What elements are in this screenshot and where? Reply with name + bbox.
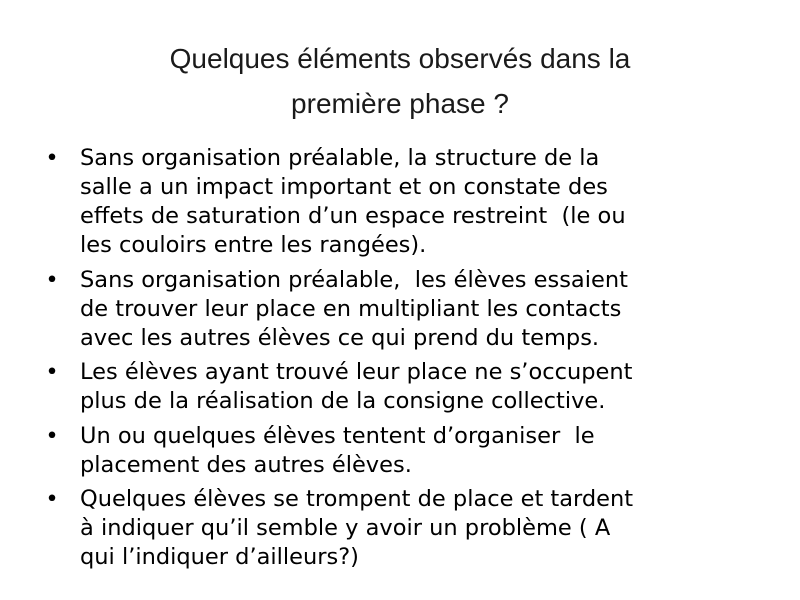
bullet-text-line: plus de la réalisation de la consigne collective.: [80, 388, 606, 414]
bullet-text-line: Un ou quelques élèves tentent d’organiser le: [80, 422, 595, 449]
bullet-item: [42, 266, 762, 353]
bullet-text-line: Quelques élèves se trompent de place et tardent: [80, 486, 634, 512]
bullet-text-line: à indiquer qu’il semble y avoir un problème ( A: [80, 515, 611, 541]
bullet-text-line: placement des autres élèves.: [80, 451, 412, 478]
bullet-text-line: Les élèves ayant trouvé leur place ne s’occupent: [80, 359, 633, 385]
slide-title-line: Quelques éléments observés dans la: [169, 43, 631, 74]
bullet-text-line: salle a un impact important et on constate des: [80, 174, 608, 200]
bullet-text-line: effets de saturation d’un espace restreint (le ou: [80, 203, 626, 229]
bullet-icon: •: [45, 266, 59, 293]
bullet-text-line: les couloirs entre les rangées).: [80, 232, 427, 258]
bullet-text-line: de trouver leur place en multipliant les contacts: [80, 295, 622, 322]
bullet-item: [42, 144, 762, 260]
bullet-text-line: Sans organisation préalable, la structure de la: [80, 145, 600, 171]
bullet-text-line: qui l’indiquer d’ailleurs?): [80, 544, 359, 570]
slide-title: [60, 36, 740, 126]
bullet-text-line: Sans organisation préalable, les élèves essaient: [80, 266, 628, 293]
bullet-list: [42, 144, 762, 578]
bullet-item: [42, 485, 762, 572]
bullet-item: [42, 358, 762, 416]
bullet-icon: •: [45, 422, 59, 449]
bullet-text-line: avec les autres élèves ce qui prend du temps.: [80, 324, 600, 351]
bullet-icon: •: [45, 486, 59, 512]
slide-title-line: première phase ?: [291, 88, 509, 119]
bullet-icon: •: [45, 359, 59, 385]
bullet-item: [42, 422, 762, 480]
bullet-icon: •: [45, 145, 59, 171]
